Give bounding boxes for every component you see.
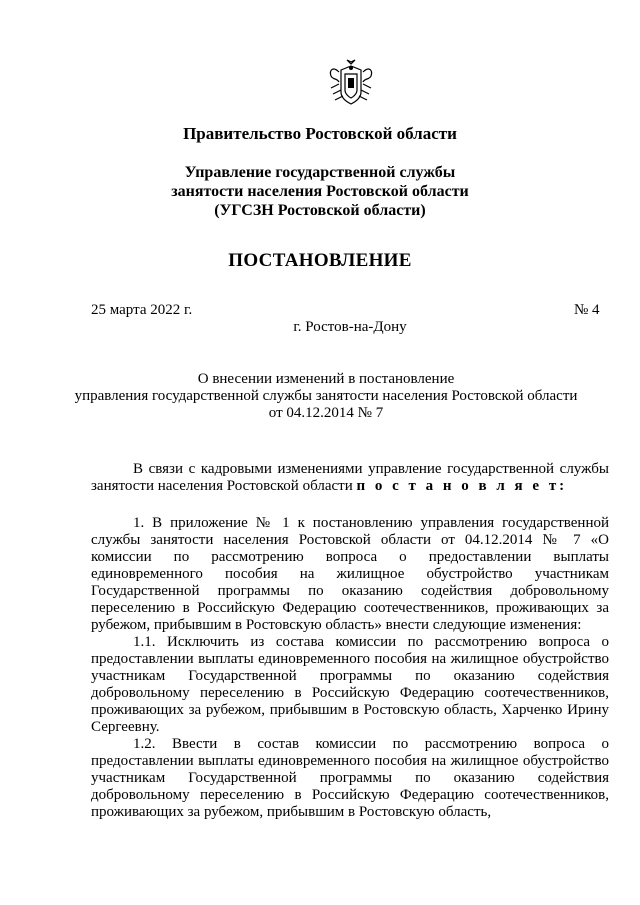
preamble-paragraph <box>91 461 609 495</box>
clauses <box>91 515 609 821</box>
clause-1-2: 1.2. Ввести в состав комиссии по рассмотрению вопроса о предоставлении выплаты единовременного пособия на жилищное обустройство участникам Государственной программы по оказанию содействия добровольному переселению в Российскую Федерацию соотечественников, проживающих за рубежом, прибывшим в Ростовскую область, <box>91 736 609 820</box>
document-number: № 4 <box>574 302 600 318</box>
document-date: 25 марта 2022 г. <box>91 302 193 318</box>
department-name <box>0 163 640 220</box>
department-line: Управление государственной службы <box>184 164 456 181</box>
document-type-title: ПОСТАНОВЛЕНИЕ <box>228 250 412 271</box>
government-name: Правительство Ростовской области <box>183 124 457 143</box>
clause-1: 1. В приложение № 1 к постановлению управления государственной службы занятости населения Ростовской области от 04.12.2014 № 7 «О комиссии по рассмотрению вопроса о предоставлении выплаты единовременного пособия на жилищное обустройство участникам Государственной программы по оказанию содействия добровольному переселению в Российскую Федерацию соотечественников, проживающих за рубежом, прибывшим в Ростовскую область» внести следующие изменения: <box>91 515 609 633</box>
document-city: г. Ростов-на-Дону <box>293 319 407 335</box>
document-subject <box>6 371 640 422</box>
coat-of-arms-icon <box>325 58 377 108</box>
department-line: занятости населения Ростовской области <box>171 183 469 200</box>
department-abbreviation: (УГСЗН Ростовской области) <box>214 202 426 219</box>
subject-line: управления государственной службы занятости населения Ростовской области <box>74 388 578 404</box>
resolves-keyword: п о с т а н о в л я е т: <box>356 478 568 494</box>
clause-1-1: 1.1. Исключить из состава комиссии по рассмотрению вопроса о предоставлении выплаты единовременного пособия на жилищное обустройство участникам Государственной программы по оказанию содействия добровольному переселению в Российскую Федерацию соотечественников, проживающих за рубежом, прибывшим в Ростовскую область, Харченко Ирину Сергеевну. <box>91 634 609 735</box>
subject-line: от 04.12.2014 № 7 <box>268 405 384 421</box>
subject-line: О внесении изменений в постановление <box>197 371 455 387</box>
preamble-text: В связи с кадровыми изменениями управление государственной службы занятости населения Ростовской области <box>91 461 609 494</box>
